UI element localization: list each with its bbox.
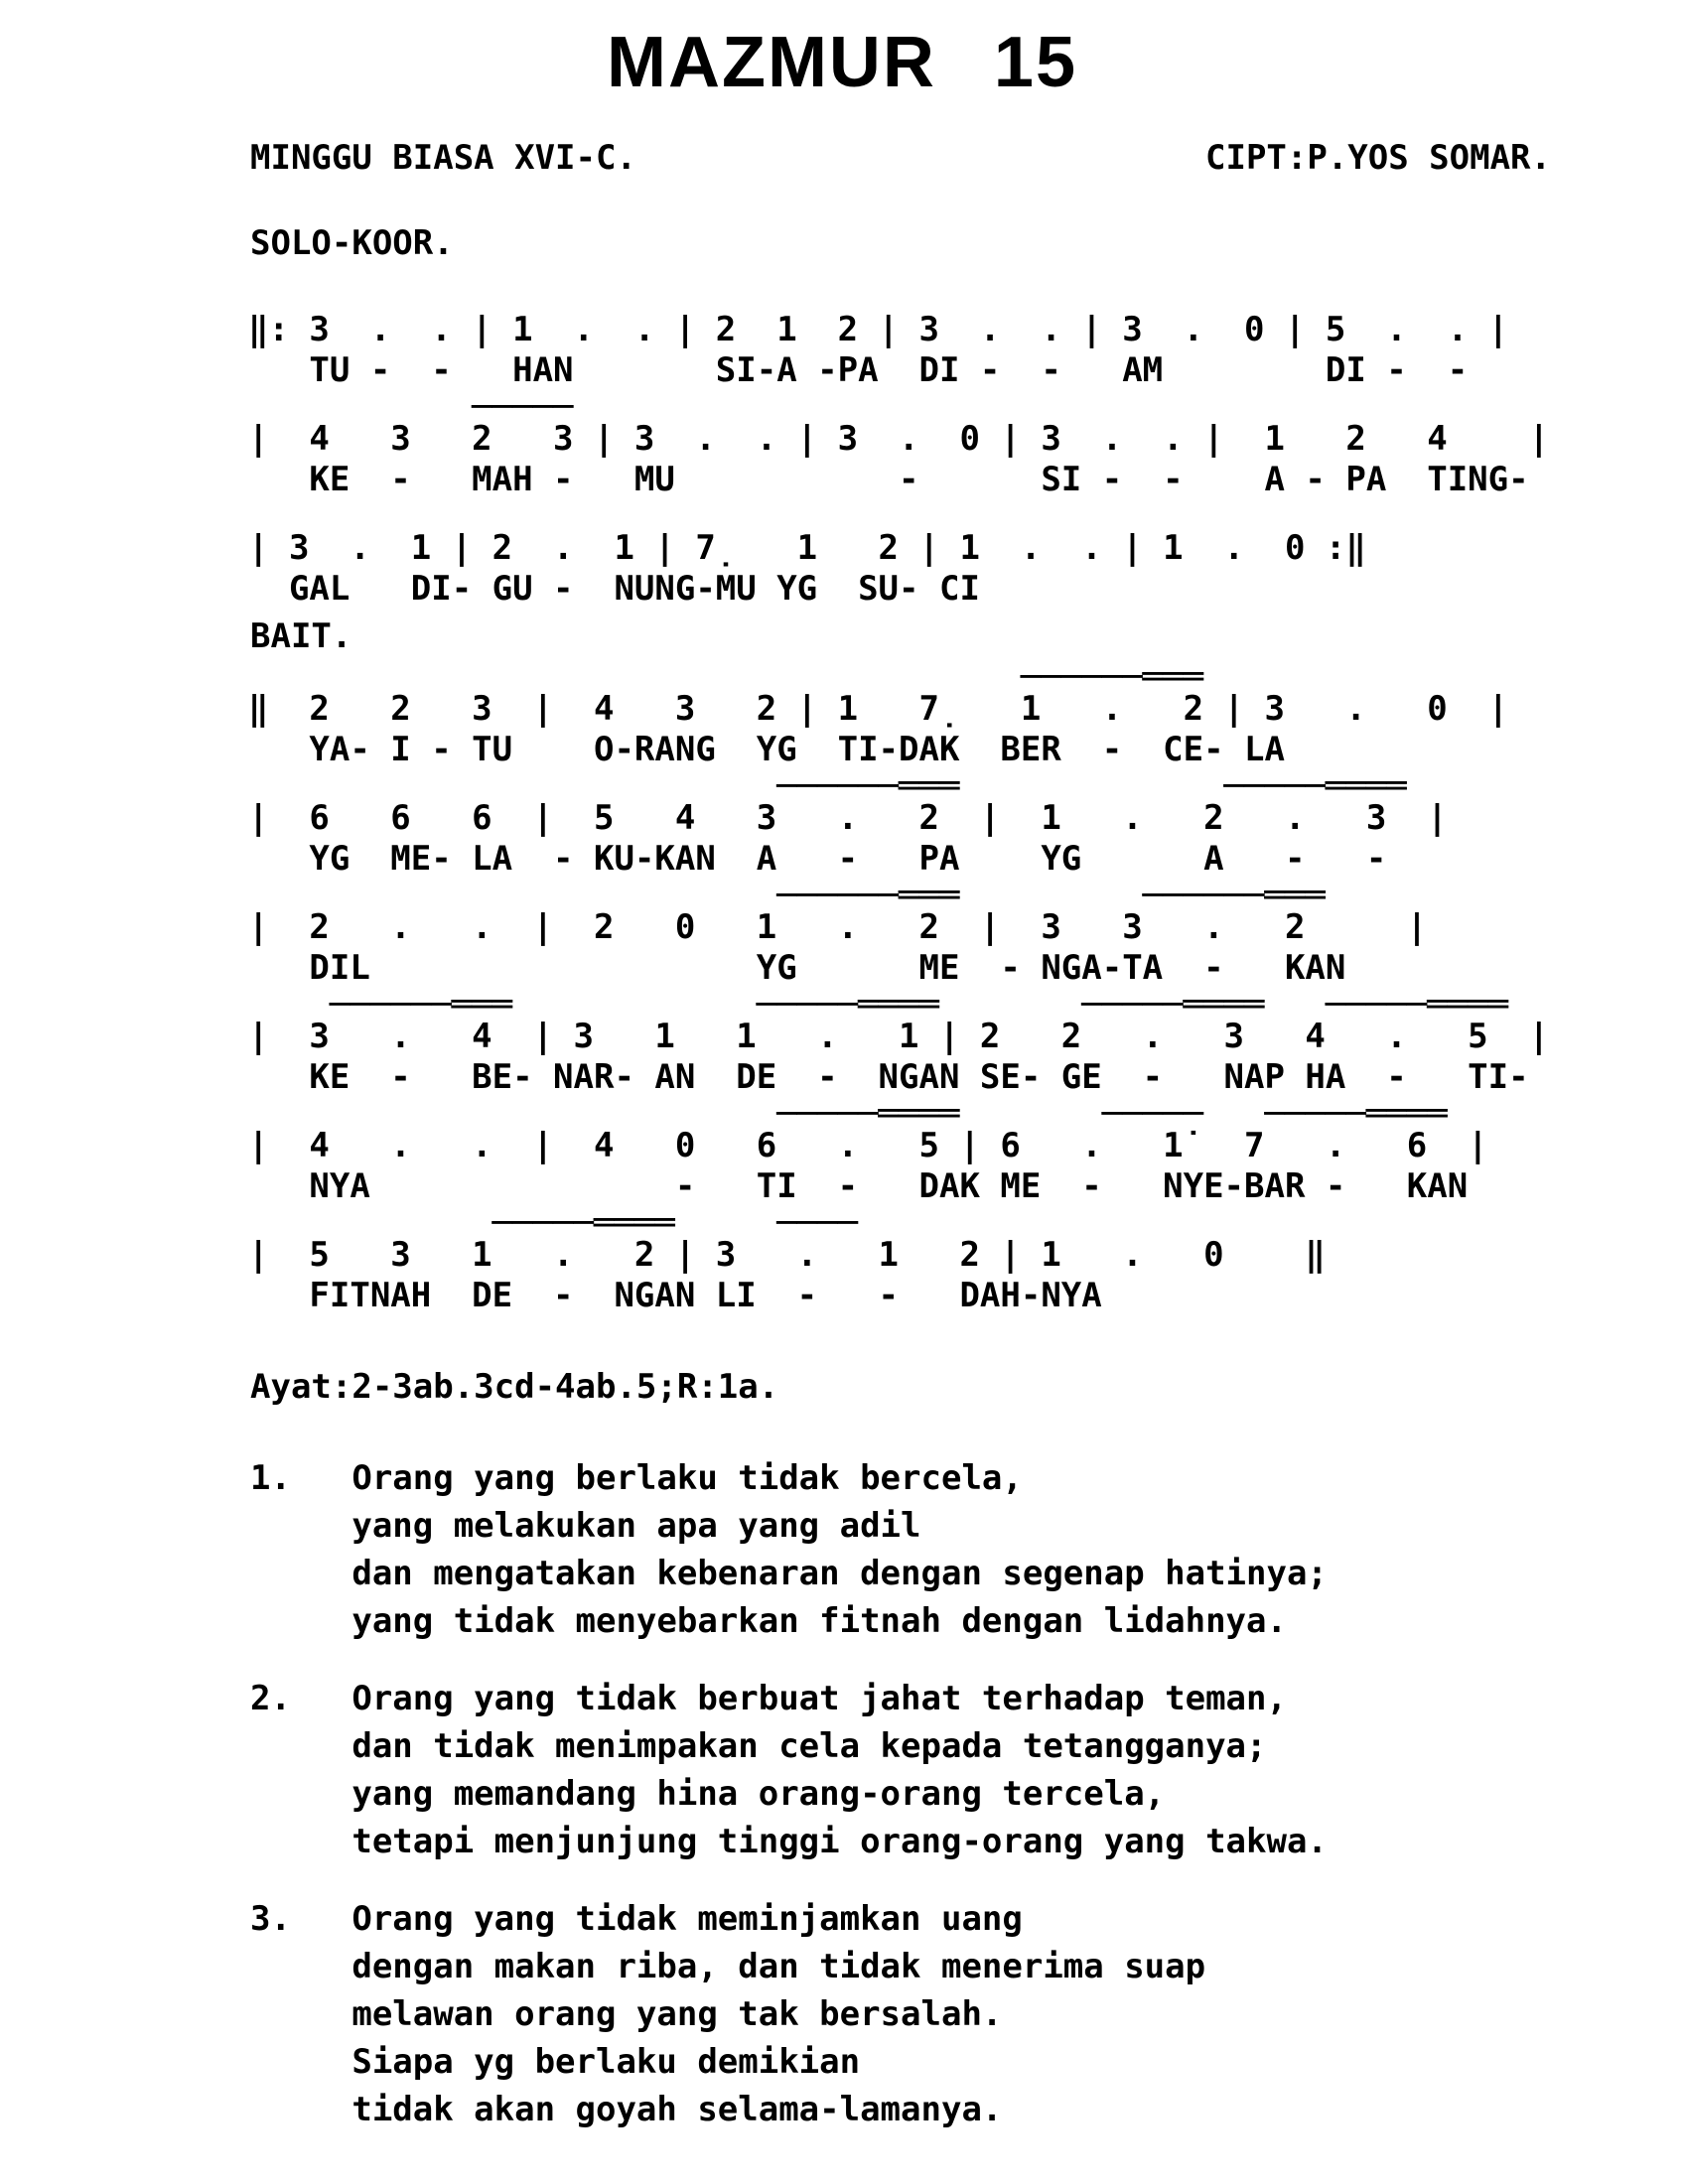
verse-line: dan mengatakan kebenaran dengan segenap hatinya;	[250, 1554, 1328, 1594]
beam-line: ─────════ ────	[248, 1203, 859, 1244]
music-system	[0, 1203, 1684, 1316]
verse-line: dengan makan riba, dan tidak menerima suap	[250, 1947, 1206, 1987]
beam-line: ─────	[248, 387, 574, 428]
verse-block	[250, 1675, 1684, 1865]
beam-line: ──────═══	[248, 657, 1204, 698]
notation-line: | 5 3 1 . 2 | 3 . 1 2 | 1 . 0 ‖	[248, 1235, 1326, 1276]
notation-line: ‖ 2 2 3 | 4 3 2 | 1 7̣ 1 . 2 | 3 . 0 |	[248, 689, 1509, 730]
solo-koor-notation	[0, 287, 1684, 609]
verse-first-line: 2. Orang yang tidak berbuat jahat terhadap teman,	[250, 1679, 1287, 1719]
verse-first-line: 3. Orang yang tidak meminjamkan uang	[250, 1899, 1023, 1940]
verse-line: Siapa yg berlaku demikian	[250, 2042, 861, 2083]
lyrics-line: YG ME- LA - KU-KAN A - PA YG A - -	[248, 839, 1387, 880]
beam-line: ──────═══ ─────════	[248, 766, 1407, 807]
notation-line: | 6 6 6 | 5 4 3 . 2 | 1 . 2 . 3 |	[248, 798, 1448, 839]
lyrics-line: YA- I - TU O-RANG YG TI-DAK BER - CE- LA	[248, 730, 1285, 770]
notation-line: | 2 . . | 2 0 1 . 2 | 3 3 . 2 |	[248, 907, 1428, 948]
lyrics-line: FITNAH DE - NGAN LI - - DAH-NYA	[248, 1276, 1102, 1316]
beam-line: ──────═══ ─────════ ─────════ ─────════	[248, 985, 1509, 1025]
music-system	[0, 287, 1684, 390]
verse-line: yang memandang hina orang-orang tercela,	[250, 1774, 1166, 1815]
lyrics-line: NYA - TI - DAK ME - NYE-BAR - KAN	[248, 1166, 1469, 1207]
lyrics-line: KE - BE- NAR- AN DE - NGAN SE- GE - NAP HA - TI-	[248, 1057, 1529, 1098]
beam-line: ─────════ ───── ─────════	[248, 1094, 1448, 1135]
liturgical-week-label: MINGGU BIASA XVI-C.	[250, 138, 636, 179]
music-system	[0, 985, 1684, 1098]
section-label-solo-koor: SOLO-KOOR.	[250, 223, 454, 264]
notation-line: | 3 . 4 | 3 1 1 . 1 | 2 2 . 3 4 . 5 |	[248, 1017, 1550, 1057]
verses	[250, 1454, 1684, 2133]
verse-block	[250, 1454, 1684, 1645]
notation-line: ‖: 3 . . | 1 . . | 2 1 2 | 3 . . | 3 . 0 | 5 . . |	[248, 310, 1509, 350]
verse-line: melawan orang yang tak bersalah.	[250, 1994, 1003, 2035]
verse-line: tetapi menjunjung tinggi orang-orang yang takwa.	[250, 1822, 1328, 1862]
music-system	[0, 1094, 1684, 1207]
verse-line: yang melakukan apa yang adil	[250, 1506, 921, 1547]
music-system	[0, 876, 1684, 989]
music-system	[0, 505, 1684, 609]
lyrics-line: TU - - HAN SI-A -PA DI - - AM DI - -	[248, 350, 1469, 391]
header-row	[250, 138, 1551, 178]
verse-line: tidak akan goyah selama-lamanya.	[250, 2090, 1003, 2130]
music-system	[0, 657, 1684, 770]
notation-line: | 4 3 2 3 | 3 . . | 3 . 0 | 3 . . | 1 2 4 |	[248, 419, 1550, 460]
music-system	[0, 766, 1684, 880]
verse-block	[250, 1895, 1684, 2133]
ayat-reference: Ayat:2-3ab.3cd-4ab.5;R:1a.	[250, 1367, 779, 1408]
lyrics-line: GAL DI- GU - NUNG-MU YG SU- CI	[248, 569, 980, 610]
verse-line: dan tidak menimpakan cela kepada tetangganya;	[250, 1726, 1267, 1767]
section-label-bait: BAIT.	[250, 616, 352, 657]
beam-line: ──────═══ ──────═══	[248, 876, 1326, 916]
verse-first-line: 1. Orang yang berlaku tidak bercela,	[250, 1458, 1023, 1499]
page-title: MAZMUR 15	[606, 23, 1077, 102]
beam-line	[248, 287, 1684, 309]
notation-line: | 3 . 1 | 2 . 1 | 7̣ 1 2 | 1 . . | 1 . 0 :‖	[248, 528, 1366, 569]
composer-credit: CIPT:P.YOS SOMAR.	[1205, 138, 1551, 179]
beam-line	[248, 505, 1684, 527]
music-system	[0, 387, 1684, 500]
bait-notation	[0, 657, 1684, 1316]
lyrics-line: KE - MAH - MU - SI - - A - PA TING-	[248, 460, 1529, 500]
lyrics-line: DIL YG ME - NGA-TA - KAN	[248, 948, 1346, 989]
notation-line: | 4 . . | 4 0 6 . 5 | 6 . 1̇ 7 . 6 |	[248, 1126, 1488, 1166]
verse-line: yang tidak menyebarkan fitnah dengan lidahnya.	[250, 1601, 1287, 1642]
